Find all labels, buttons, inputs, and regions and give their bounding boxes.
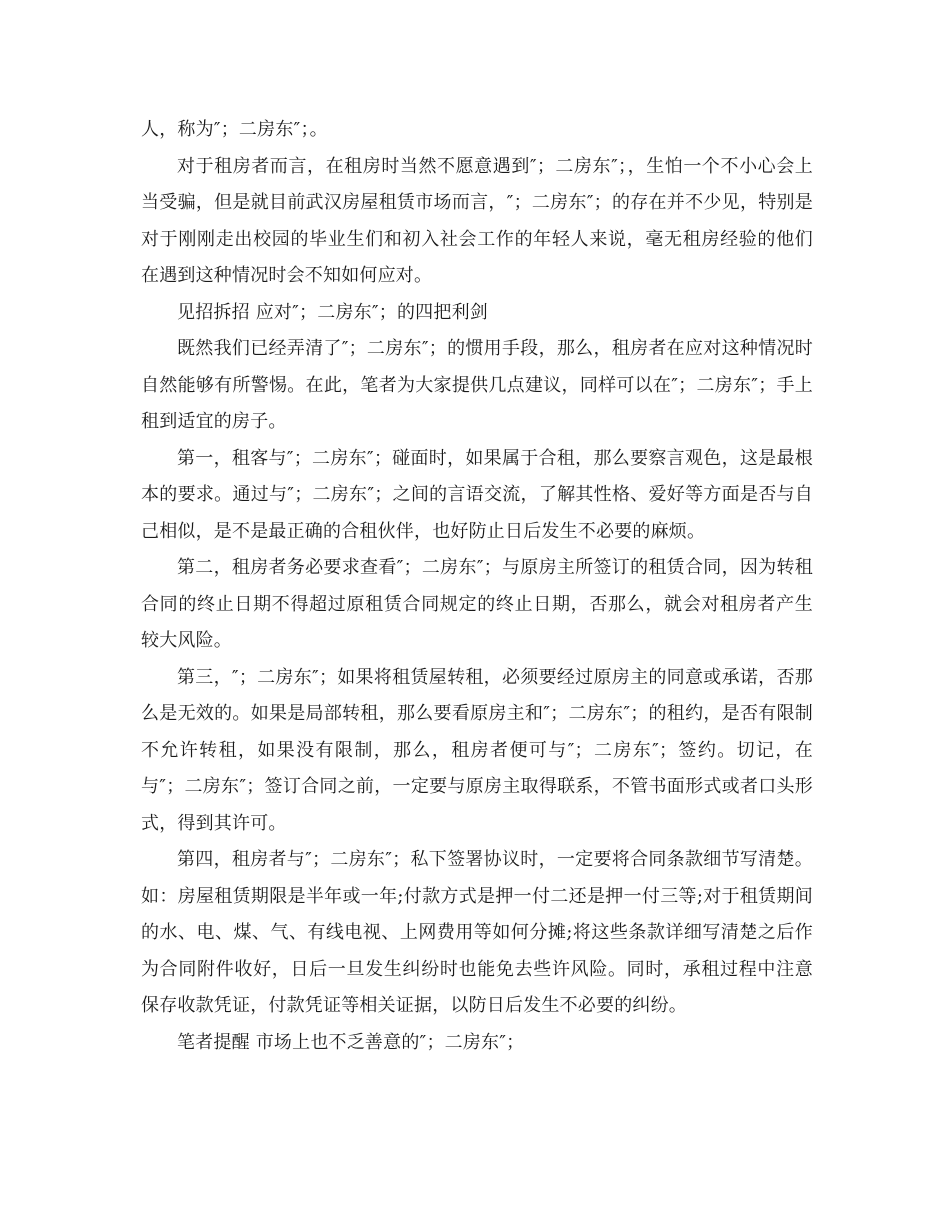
paragraph-point-3: 第三，″；二房东″；如果将租赁屋转租，必须要经过原房主的同意或承诺，否那么是无效的。如果是局部转租，那么要看原房主和″；二房东″；的租约，是否有限制不允许转租，如果没有限制，那么，租房者便可与″；二房东″；签约。切记，在与″；二房东″；签订合同之前，一定要与原房主取得联系，不管书面形式或者口头形式，得到其许可。 bbox=[141, 666, 813, 834]
paragraph-3: 既然我们已经弄清了″；二房东″；的惯用手段，那么，租房者在应对这种情况时自然能够有所警惕。在此，笔者为大家提供几点建议，同样可以在″；二房东″；手上租到适宜的房子。 bbox=[141, 338, 813, 432]
paragraph-point-2: 第二，租房者务必要求查看″；二房东″；与原房主所签订的租赁合同，因为转租合同的终止日期不得超过原租赁合同规定的终止日期，否那么，就会对租房者产生较大风险。 bbox=[141, 557, 813, 651]
section-heading-strategies: 见招拆招 应对″；二房东″；的四把利剑 bbox=[177, 301, 488, 323]
document-page bbox=[141, 112, 813, 1061]
paragraph-point-4: 第四，租房者与″；二房东″；私下签署协议时，一定要将合同条款细节写清楚。如：房屋租赁期限是半年或一年;付款方式是押一付二还是押一付三等;对于租赁期间的水、电、煤、气、有线电视、上网费用等如何分摊;将这些条款详细写清楚之后作为合同附件收好，日后一旦发生纠纷时也能免去些许风险。同时，承租过程中注意保存收款凭证，付款凭证等相关证据，以防日后发生不必要的纠纷。 bbox=[141, 849, 813, 1016]
paragraph-1: 人，称为″；二房东″；。 bbox=[141, 119, 328, 140]
paragraph-2: 对于租房者而言，在租房时当然不愿意遇到″；二房东″；，生怕一个不小心会上当受骗，但是就目前武汉房屋租赁市场而言，″；二房东″；的存在并不少见，特别是对于刚刚走出校园的毕业生们和初入社会工作的年轻人来说，毫无租房经验的他们在遇到这种情况时会不知如何应对。 bbox=[141, 155, 813, 286]
paragraph-point-1: 第一，租客与″；二房东″；碰面时，如果属于合租，那么要察言观色，这是最根本的要求。通过与″；二房东″；之间的言语交流，了解其性格、爱好等方面是否与自己相似，是不是最正确的合租伙伴，也好防止日后发生不必要的麻烦。 bbox=[141, 447, 813, 542]
section-heading-reminder: 笔者提醒 市场上也不乏善意的″；二房东″； bbox=[177, 1031, 525, 1053]
